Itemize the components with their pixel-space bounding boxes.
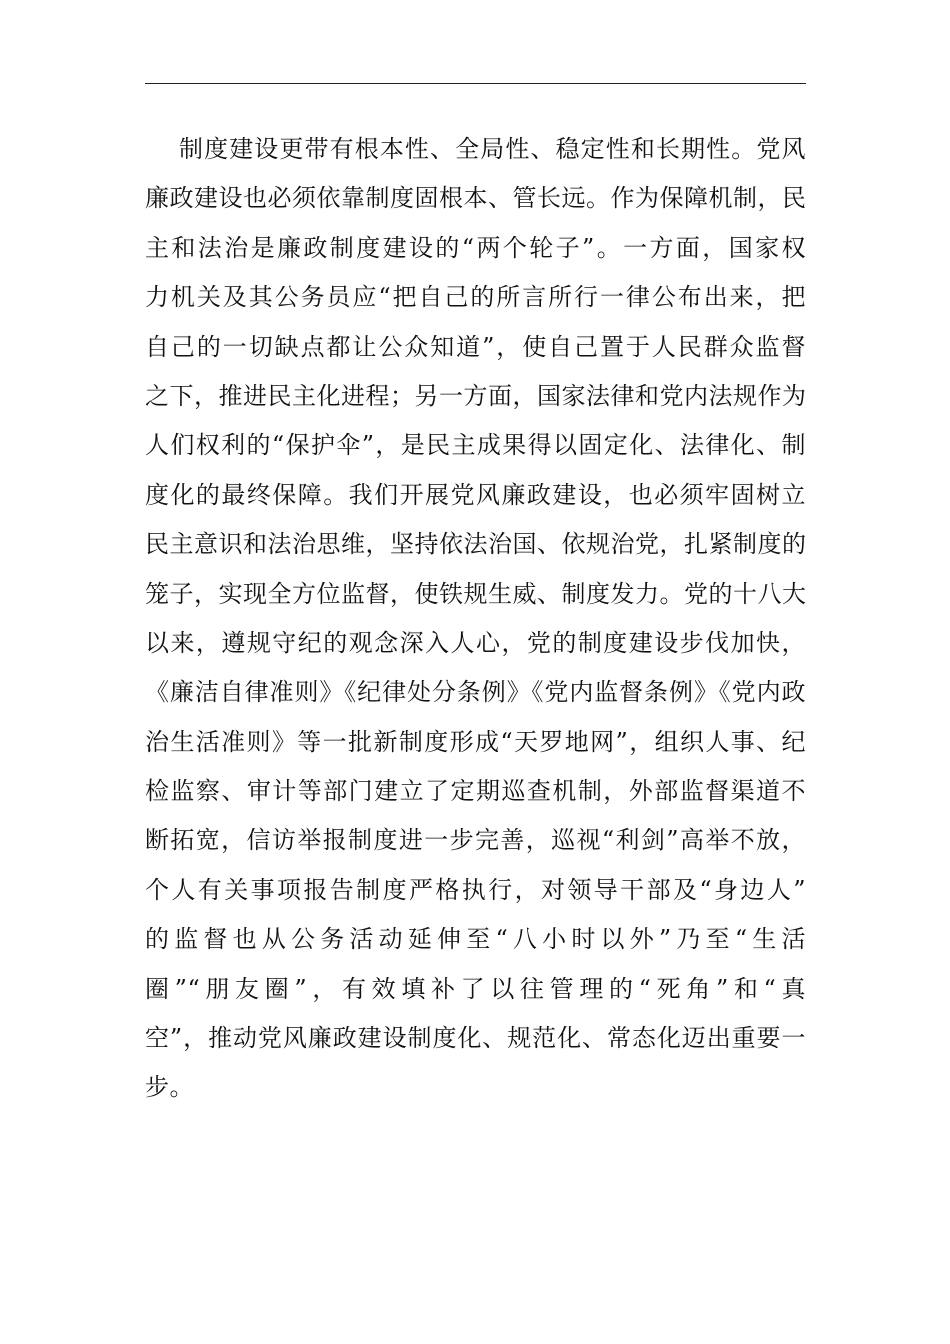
paragraph-line-16: 个人有关事项报告制度严格执行，对领导干部及“身边人” — [145, 875, 806, 904]
paragraph-line-13: 治生活准则》等一批新制度形成“天罗地网”，组织人事、纪 — [145, 727, 806, 756]
header-rule — [145, 83, 806, 84]
paragraph-line-17: 的监督也从公务活动延伸至“八小时以外”乃至“生活 — [145, 925, 806, 954]
paragraph-line-18: 圈”“朋友圈”，有效填补了以往管理的“死角”和“真 — [145, 974, 806, 1003]
body-paragraph — [145, 125, 806, 1113]
paragraph-line-8: 度化的最终保障。我们开展党风廉政建设，也必须牢固树立 — [145, 480, 806, 509]
paragraph-line-9: 民主意识和法治思维，坚持依法治国、依规治党，扎紧制度的 — [145, 530, 807, 559]
paragraph-line-14: 检监察、审计等部门建立了定期巡查机制，外部监督渠道不 — [145, 777, 806, 806]
paragraph-line-11: 以来，遵规守纪的观念深入人心，党的制度建设步伐加快， — [145, 628, 806, 657]
paragraph-line-20: 步。 — [145, 1073, 194, 1102]
paragraph-line-1: 制度建设更带有根本性、全局性、稳定性和长期性。党风 — [179, 135, 806, 163]
paragraph-line-15: 断拓宽，信访举报制度进一步完善，巡视“利剑”高举不放， — [145, 826, 806, 855]
paragraph-line-19: 空”，推动党风廉政建设制度化、规范化、常态化迈出重要一 — [145, 1024, 806, 1053]
paragraph-line-6: 之下，推进民主化进程；另一方面，国家法律和党内法规作为 — [145, 381, 807, 410]
paragraph-line-4: 力机关及其公务员应“把自己的所言所行一律公布出来，把 — [145, 283, 806, 312]
paragraph-line-3: 主和法治是廉政制度建设的“两个轮子”。一方面，国家权 — [145, 233, 806, 262]
paragraph-line-5: 自己的一切缺点都让公众知道”，使自己置于人民群众监督 — [145, 332, 806, 361]
paragraph-line-7: 人们权利的“保护伞”，是民主成果得以固定化、法律化、制 — [145, 431, 806, 460]
paragraph-line-2: 廉政建设也必须依靠制度固根本、管长远。作为保障机制，民 — [145, 184, 807, 213]
paragraph-line-12: 《廉洁自律准则》《纪律处分条例》《党内监督条例》《党内政 — [145, 678, 806, 707]
paragraph-line-10: 笼子，实现全方位监督，使铁规生威、制度发力。党的十八大 — [145, 579, 807, 608]
